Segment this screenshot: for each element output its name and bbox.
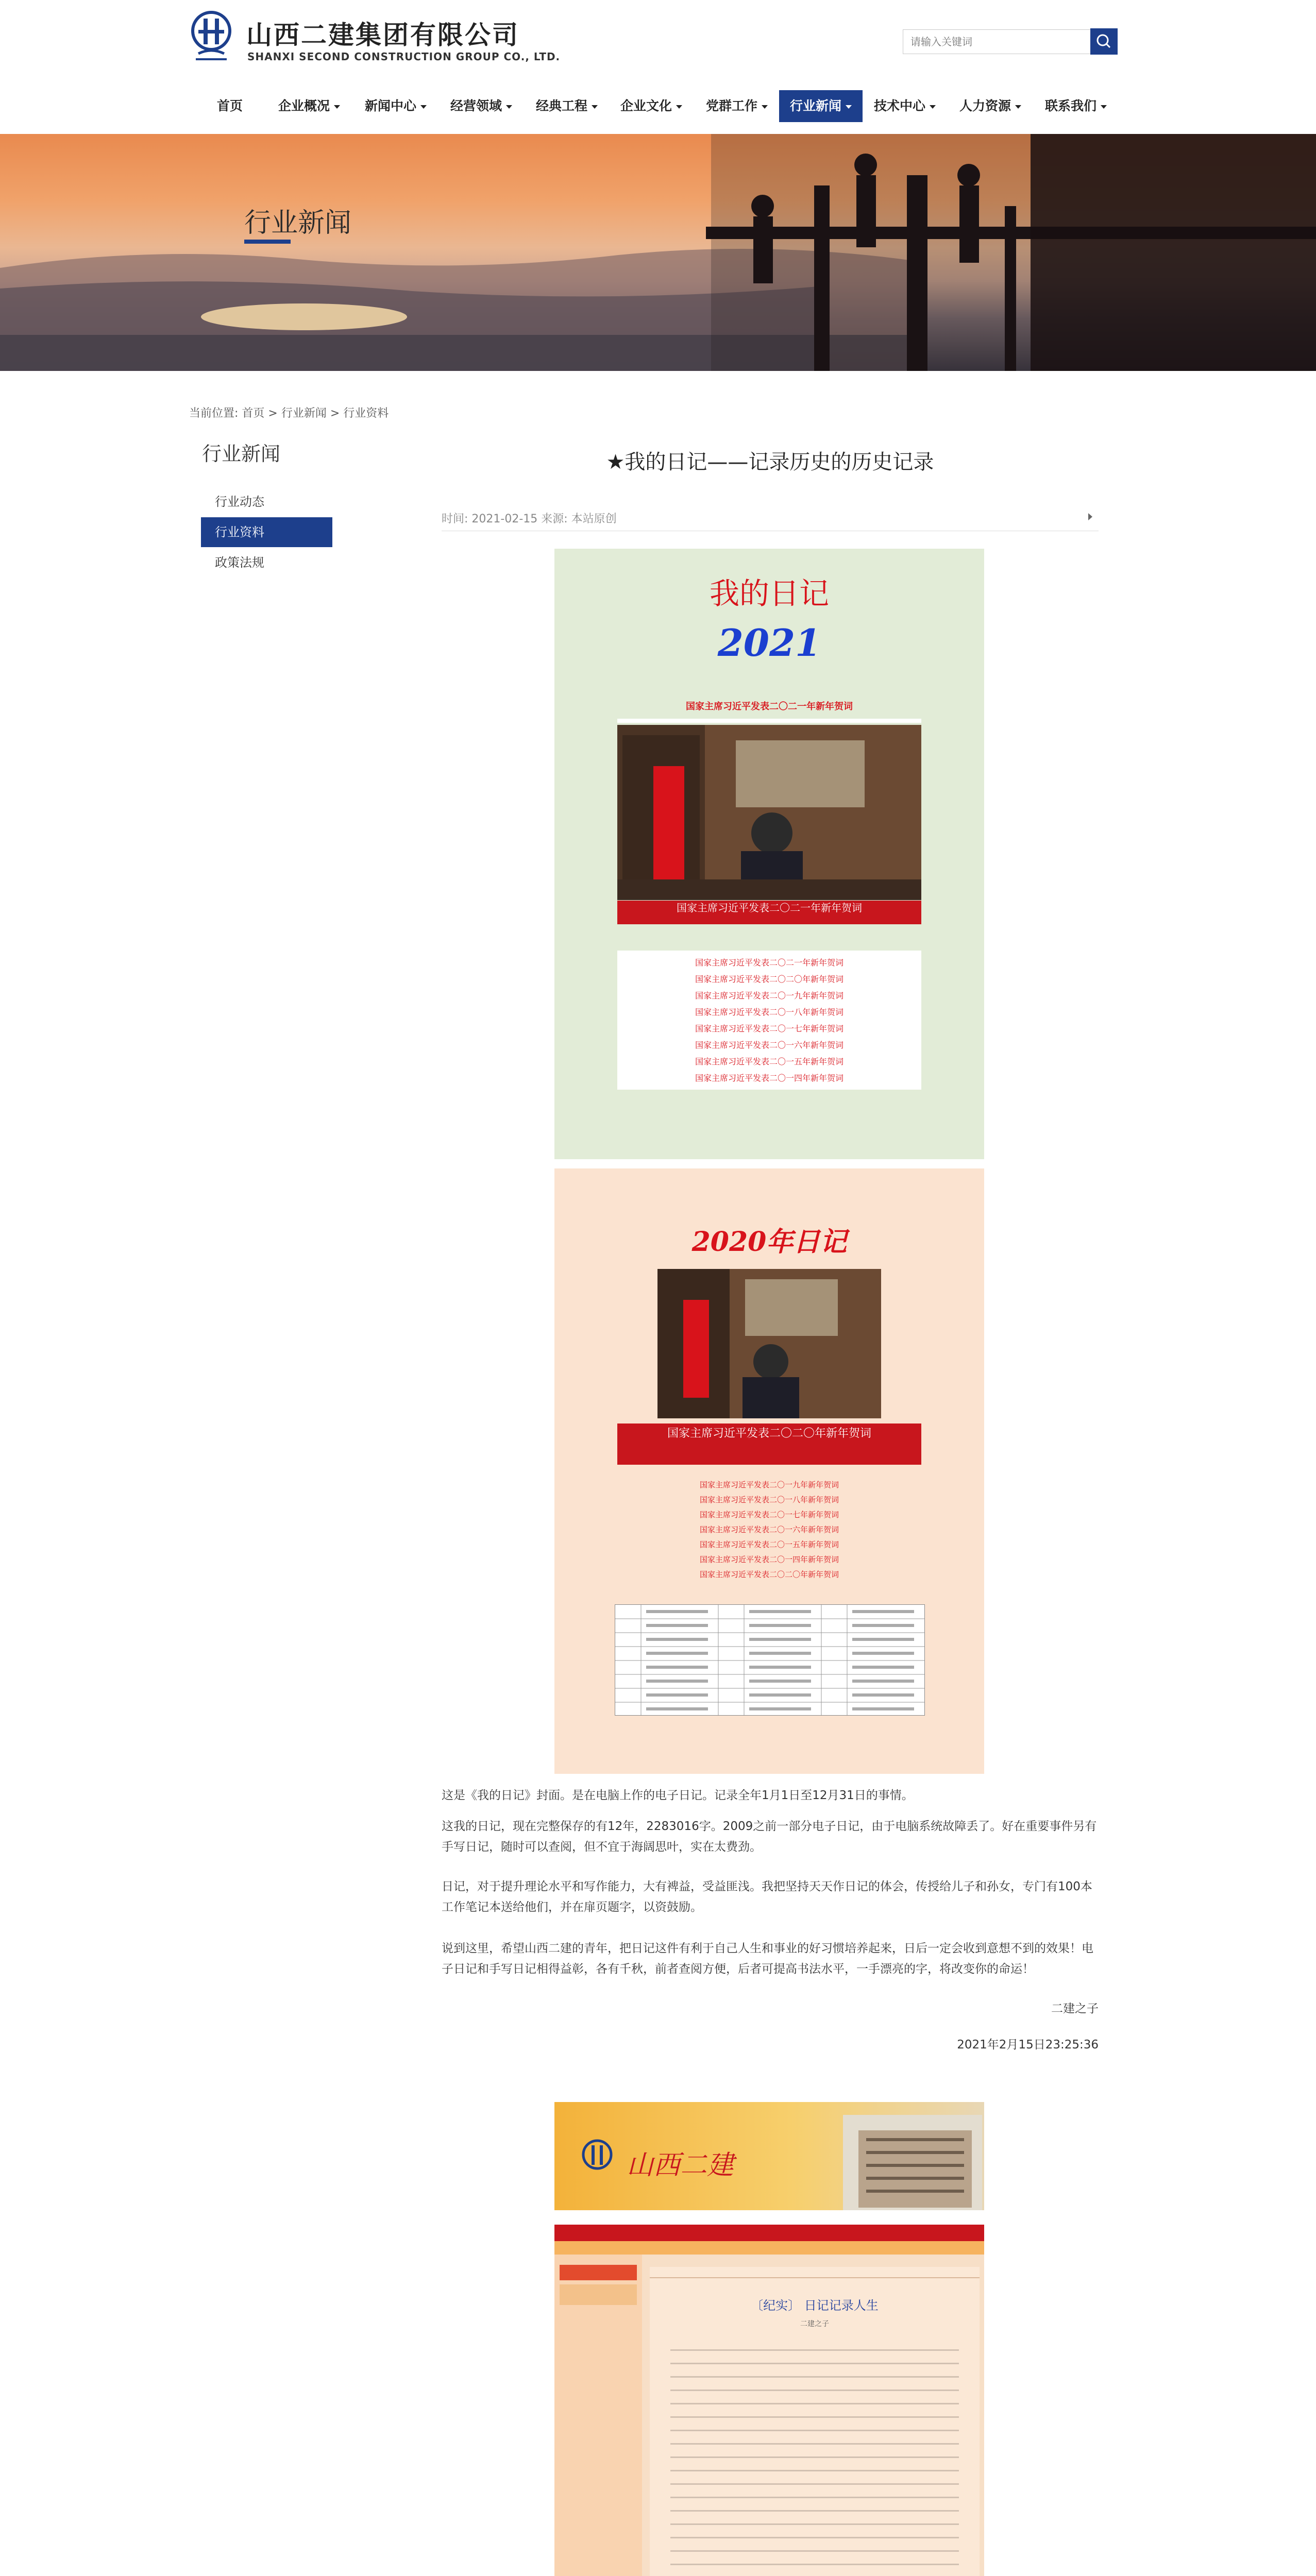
diary-2020-calendar-table — [615, 1604, 925, 1716]
diary-link[interactable]: 国家主席习近平发表二〇一六年新年贺词 — [699, 1525, 839, 1534]
sidebar-item-policies[interactable]: 政策法规 — [215, 555, 264, 570]
old-site-article-title: 〔纪实〕 日记记录人生 — [751, 2298, 879, 2313]
caret-down-icon — [846, 105, 852, 109]
article-paragraph: 日记，对于提升理论水平和写作能力，大有裨益，受益匪浅。我把坚持天天作日记的体会，传授给儿子和孙女，专门有100本工作笔记本送给他们，并在扉页题字，以资鼓励。 — [442, 1880, 1092, 1914]
page-banner — [0, 134, 1316, 371]
old-site-logo-text: 山西二建 — [627, 2150, 734, 2181]
nav-tech-center[interactable]: 技术中心 — [870, 90, 940, 122]
caret-down-icon — [930, 105, 936, 109]
building-photo-icon — [843, 2115, 982, 2210]
company-logo-icon — [579, 2138, 615, 2179]
search-icon — [1090, 28, 1118, 55]
diary-link[interactable]: 国家主席习近平发表二〇一六年新年贺词 — [695, 1040, 843, 1050]
sidebar-title: 行业新闻 — [202, 443, 281, 465]
breadcrumb-home[interactable]: 首页 — [242, 407, 265, 420]
nav-news-center[interactable]: 新闻中心 — [361, 90, 431, 122]
diary-link[interactable]: 国家主席习近平发表二〇一八年新年贺词 — [695, 1007, 843, 1017]
speech-photo-icon — [617, 725, 921, 900]
diary-link[interactable]: 国家主席习近平发表二〇二〇年新年贺词 — [695, 974, 843, 984]
nav-industry-news[interactable]: 行业新闻 — [779, 90, 863, 122]
search-input[interactable] — [903, 30, 1093, 54]
old-site-article-author: 二建之子 — [800, 2320, 829, 2328]
article-meta — [442, 510, 1099, 531]
article-paragraph: 这我的日记，现在完整保存的有12年，2283016字。2009之前一部分电子日记，由于电脑系统故障丢了。好在重要事件另有手写日记，随时可以查阅，但不宜于海阔思叶，实在太费劲。 — [442, 1820, 1097, 1854]
search-box — [903, 29, 1116, 54]
sidebar-item-industry-dynamics[interactable]: 行业动态 — [215, 495, 264, 509]
diary-link[interactable]: 国家主席习近平发表二〇二〇年新年贺词 — [699, 1570, 839, 1579]
breadcrumb-industry-news[interactable]: 行业新闻 — [281, 407, 327, 420]
company-name-en: SHANXI SECOND CONSTRUCTION GROUP CO., LTD. — [247, 50, 561, 63]
breadcrumb: 当前位置: 首页 > 行业新闻 > 行业资料 — [189, 407, 389, 420]
city-skyline-image — [0, 134, 1316, 371]
old-site-screenshot-image — [554, 2102, 984, 2576]
search-button[interactable] — [1090, 28, 1118, 55]
old-site-content — [650, 2267, 980, 2576]
diary-link[interactable]: 国家主席习近平发表二〇一九年新年贺词 — [695, 991, 843, 1001]
old-site-nav-bar — [554, 2225, 984, 2241]
diary-link[interactable]: 国家主席习近平发表二〇一九年新年贺词 — [699, 1480, 839, 1489]
main-nav — [0, 90, 1316, 122]
caret-down-icon — [676, 105, 682, 109]
diary-2021-red-banner: 国家主席习近平发表二〇二一年新年贺词 — [617, 901, 921, 924]
article-signature: 二建之子 — [1051, 2002, 1099, 2015]
diary-link[interactable]: 国家主席习近平发表二〇一五年新年贺词 — [699, 1540, 839, 1549]
diary-link[interactable]: 国家主席习近平发表二〇一七年新年贺词 — [695, 1024, 843, 1033]
diary-link[interactable]: 国家主席习近平发表二〇一四年新年贺词 — [695, 1073, 843, 1083]
site-header — [0, 0, 1316, 134]
article-title: ★我的日记——记录历史的历史记录 — [606, 450, 934, 474]
diary-link[interactable]: 国家主席习近平发表二〇一四年新年贺词 — [699, 1555, 839, 1564]
caret-down-icon — [334, 105, 340, 109]
nav-human-resources[interactable]: 人力资源 — [955, 90, 1025, 122]
banner-title-underline — [244, 240, 291, 244]
banner-title: 行业新闻 — [244, 208, 352, 239]
diary-2021-image — [554, 549, 984, 1159]
article-datetime: 2021年2月15日23:25:36 — [957, 2038, 1099, 2052]
article-paragraph: 说到这里，希望山西二建的青年，把日记这件有利于自己人生和事业的好习惯培养起来，日后一定会收到意想不到的效果！电子日记和手写日记相得益彰，各有千秋，前者查阅方便，后者可提高书法水平，一手漂亮的字，将改变你的命运！ — [442, 1942, 1093, 1976]
diary-link[interactable]: 国家主席习近平发表二〇二一年新年贺词 — [695, 958, 843, 968]
breadcrumb-industry-data[interactable]: 行业资料 — [343, 407, 389, 420]
diary-link[interactable]: 国家主席习近平发表二〇一八年新年贺词 — [699, 1495, 839, 1504]
nav-party-work[interactable]: 党群工作 — [702, 90, 772, 122]
diary-2020-title: 2020年日记 — [691, 1226, 847, 1258]
caret-down-icon — [1015, 105, 1021, 109]
article-paragraph: 这是《我的日记》封面。是在电脑上作的电子日记。记录全年1月1日至12月31日的事情。 — [442, 1789, 914, 1802]
article-meta-text: 时间: 2021-02-15 来源: 本站原创 — [442, 513, 617, 526]
nav-company-overview[interactable]: 企业概况 — [274, 90, 344, 122]
diary-2021-title: 我的日记 — [709, 576, 829, 611]
caret-right-icon[interactable] — [1088, 513, 1092, 520]
company-name-cn[interactable]: 山西二建集团有限公司 — [246, 20, 519, 50]
caret-down-icon — [506, 105, 512, 109]
diary-link[interactable]: 国家主席习近平发表二〇一七年新年贺词 — [699, 1510, 839, 1519]
old-site-sidebar — [554, 2255, 642, 2576]
caret-down-icon — [1101, 105, 1107, 109]
nav-contact-us[interactable]: 联系我们 — [1041, 90, 1111, 122]
diary-2021-year: 2021 — [717, 621, 821, 665]
diary-2021-link-list — [617, 951, 921, 1090]
nav-corporate-culture[interactable]: 企业文化 — [616, 90, 686, 122]
speech-photo-icon — [657, 1269, 881, 1418]
nav-classic-projects[interactable]: 经典工程 — [532, 90, 602, 122]
nav-home[interactable]: 首页 — [216, 98, 243, 113]
diary-2020-red-banner: 国家主席习近平发表二〇二〇年新年贺词 — [617, 1423, 921, 1465]
diary-2021-red-title: 国家主席习近平发表二〇二一年新年贺词 — [686, 701, 853, 712]
nav-business-areas[interactable]: 经营领域 — [446, 90, 516, 122]
diary-2020-image — [554, 1168, 984, 1774]
caret-down-icon — [420, 105, 427, 109]
breadcrumb-prefix: 当前位置: — [189, 407, 239, 420]
sidebar-item-industry-data[interactable]: 行业资料 — [201, 517, 332, 547]
caret-down-icon — [592, 105, 598, 109]
caret-down-icon — [762, 105, 768, 109]
diary-2020-link-list — [617, 1478, 921, 1582]
diary-link[interactable]: 国家主席习近平发表二〇一五年新年贺词 — [695, 1057, 843, 1066]
company-logo-icon[interactable] — [188, 9, 234, 66]
